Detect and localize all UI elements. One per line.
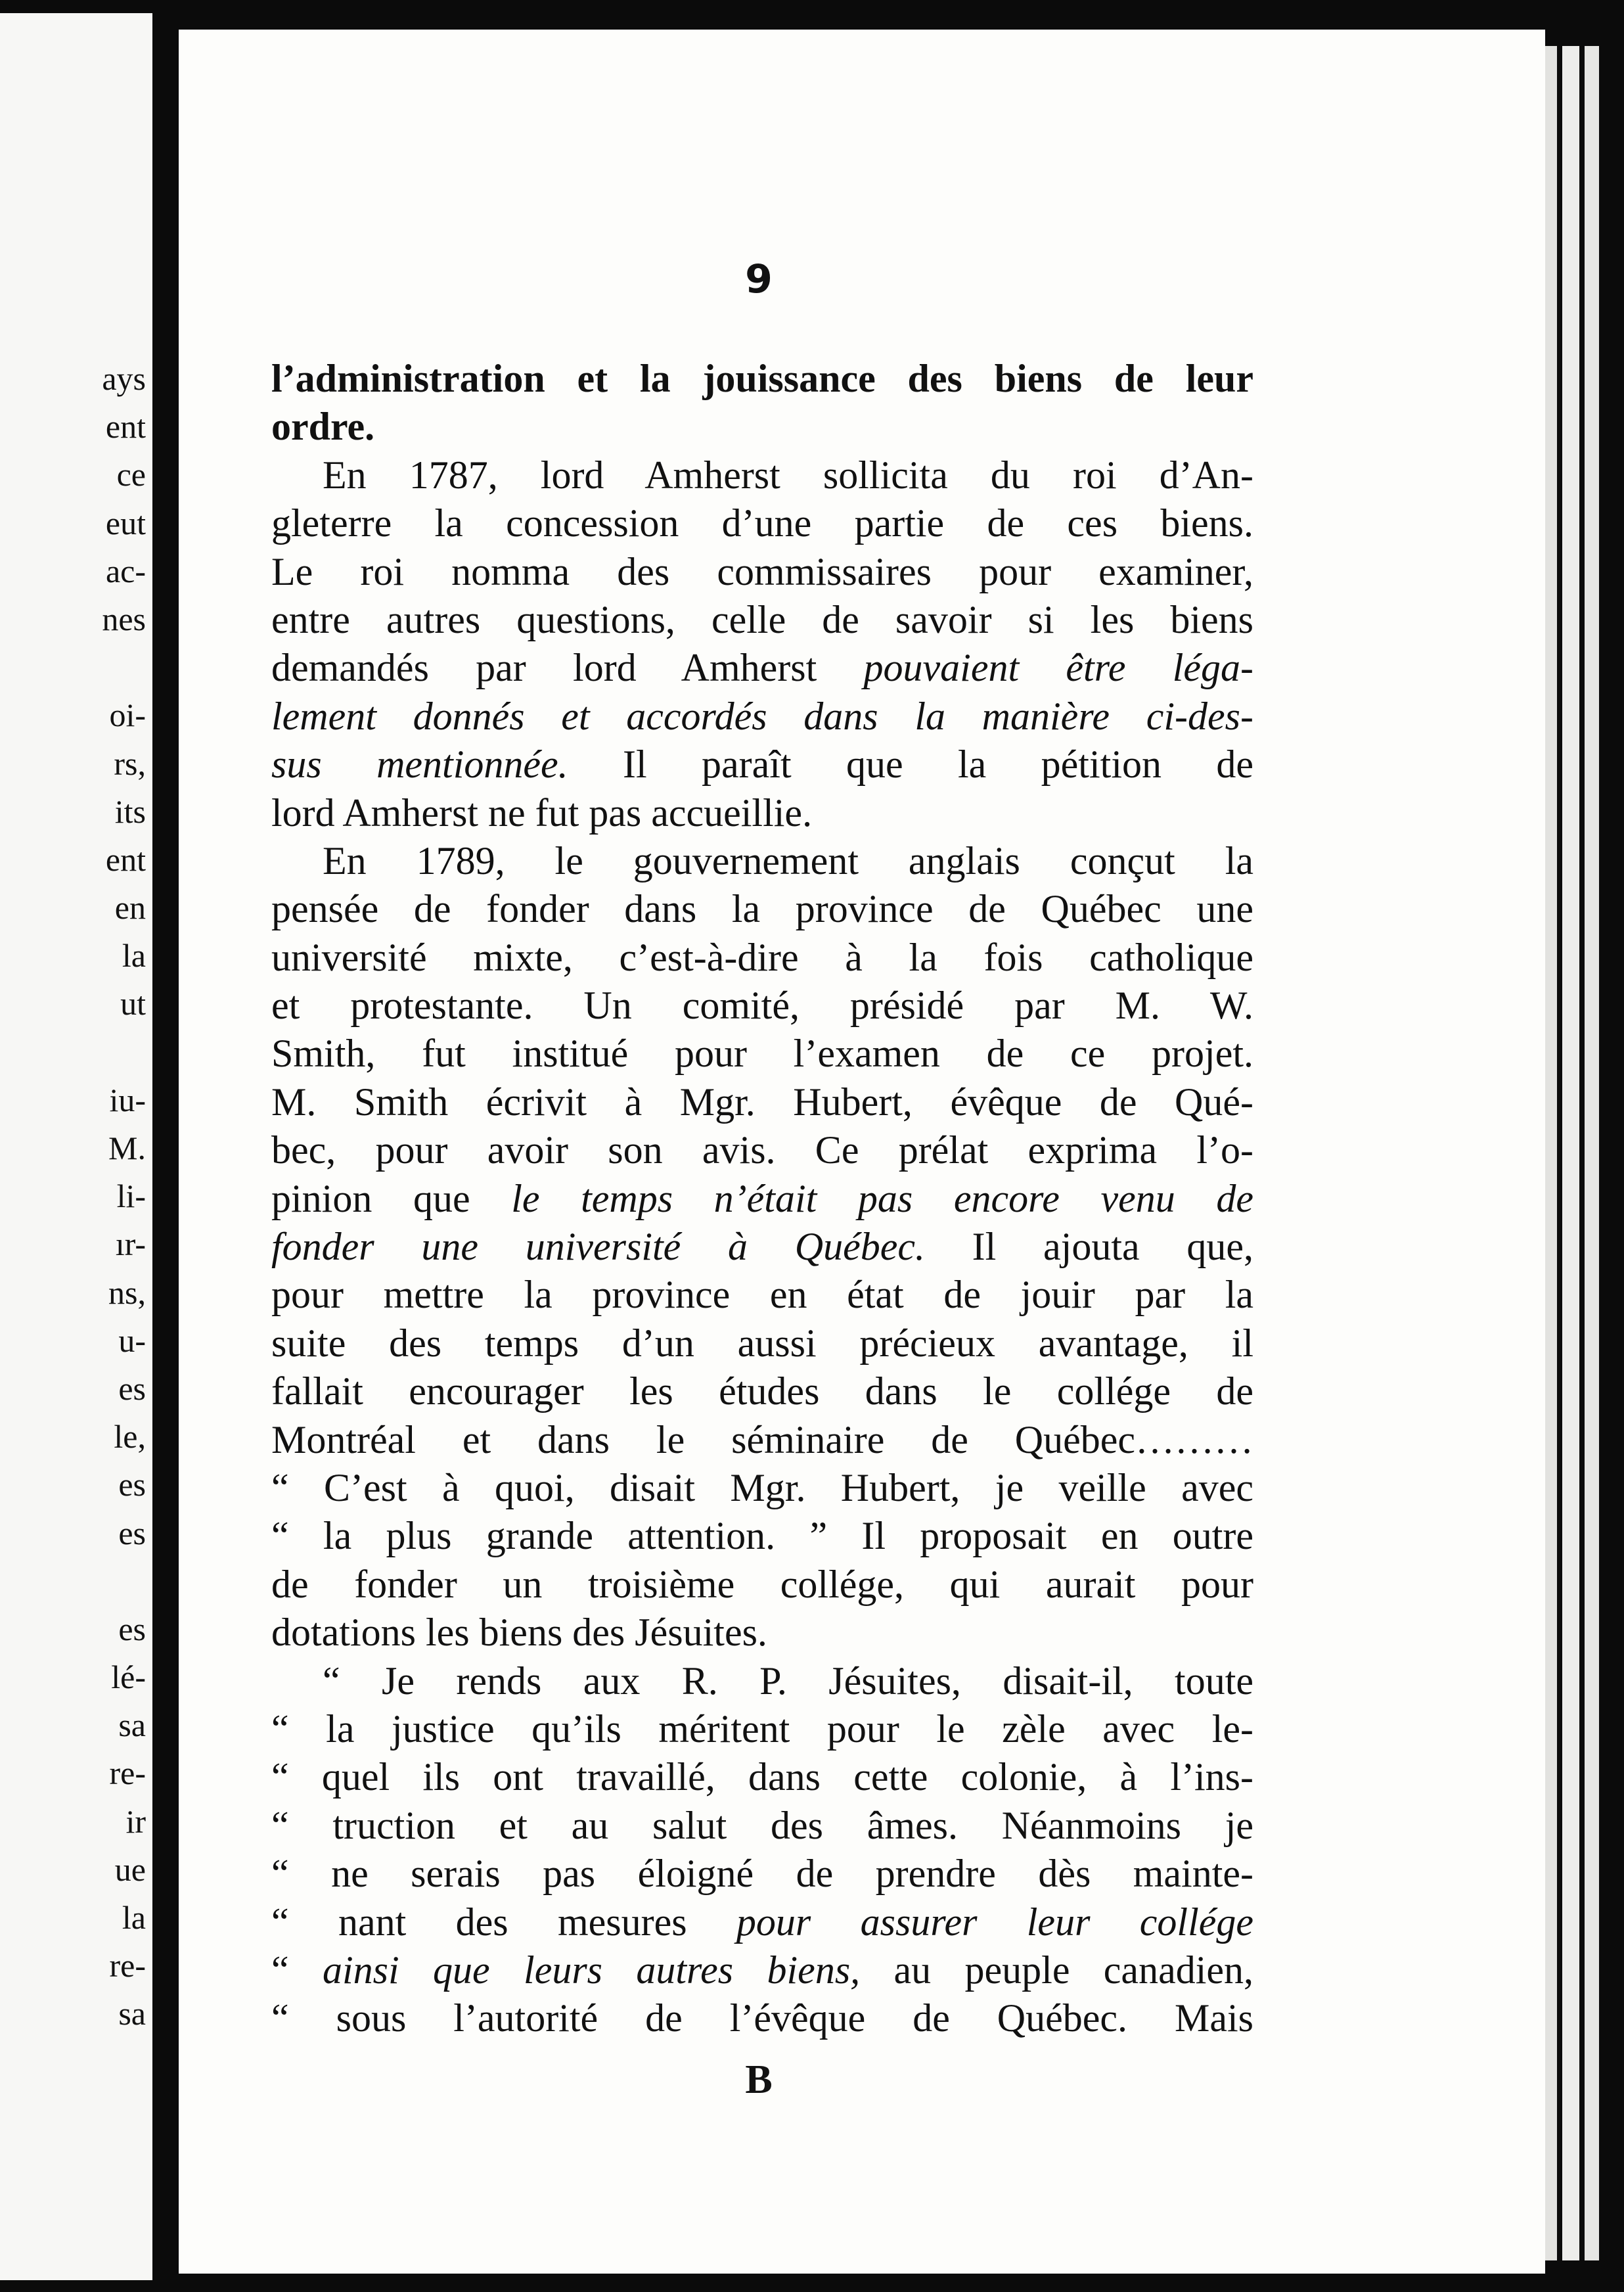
text-line <box>271 1223 1253 1271</box>
left-fragment-line: ent <box>105 840 146 878</box>
text-run: bec, pour avoir son avis. Ce prélat exprima l’o- <box>271 1128 1253 1172</box>
left-fragment-line: ut <box>120 985 146 1022</box>
text-line <box>271 1175 1253 1223</box>
left-fragment-line: re- <box>109 1754 146 1792</box>
left-fragment-line: eut <box>105 504 146 541</box>
left-fragment-line: iu- <box>109 1081 146 1118</box>
text-run: “ C’est à quoi, disait Mgr. Hubert, je veille avec <box>271 1465 1253 1509</box>
text-run: “ la justice qu’ils méritent pour le zèle avec le- <box>271 1707 1253 1751</box>
left-fragment-line: es <box>118 1369 146 1407</box>
text-line <box>271 837 1253 885</box>
left-fragment-line: its <box>114 792 146 830</box>
text-run: “ sous l’autorité de l’évêque de Québec. Mais <box>271 1996 1253 2040</box>
text-run: gleterre la concession d’une partie de ces biens. <box>271 501 1253 545</box>
italic-run: pour assurer leur collége <box>736 1900 1253 1944</box>
text-line <box>271 885 1253 933</box>
text-run: université mixte, c’est-à-dire à la fois catholique <box>271 935 1253 979</box>
text-run: fallait encourager les études dans le collége de <box>271 1369 1253 1413</box>
left-fragment-line: li- <box>116 1178 146 1215</box>
text-run: “ Je rends aux R. P. Jésuites, disait-il, toute <box>323 1659 1253 1703</box>
page-edge <box>1562 46 1579 2260</box>
italic-run: le temps n’était pas encore venu de <box>511 1176 1253 1220</box>
text-line <box>271 1802 1253 1850</box>
left-fragment-line: ır- <box>115 1226 146 1263</box>
text-line <box>271 1078 1253 1126</box>
text-run: “ nant des mesures <box>271 1900 736 1944</box>
text-run: ordre. <box>271 405 375 449</box>
text-line <box>271 1271 1253 1319</box>
left-fragment-line: rs, <box>114 745 146 782</box>
left-fragment-line: ac- <box>105 552 146 589</box>
left-fragment-line: M. <box>108 1130 146 1166</box>
left-fragment-line: ue <box>114 1850 146 1888</box>
left-fragment-line <box>0 1028 152 1076</box>
text-run: au peuple canadien, <box>860 1948 1253 1992</box>
text-line <box>271 1753 1253 1801</box>
text-run: “ ne serais pas éloigné de prendre dès mainte- <box>271 1852 1253 1896</box>
body-text <box>271 355 1253 2043</box>
text-run: “ la plus grande attention. ” Il proposait en outre <box>271 1514 1253 1558</box>
text-line <box>271 1850 1253 1898</box>
left-fragment-line: en <box>114 889 146 927</box>
text-run: En 1787, lord Amherst sollicita du roi d’An- <box>323 453 1253 497</box>
text-line <box>271 1126 1253 1174</box>
italic-run: ainsi que leurs autres biens, <box>323 1948 861 1992</box>
text-line <box>271 355 1253 403</box>
text-line <box>271 1705 1253 1753</box>
italic-run: sus mentionnée. <box>271 743 568 787</box>
text-run: En 1789, le gouvernement anglais conçut la <box>323 838 1253 882</box>
italic-run: fonder une université à Québec. <box>271 1225 925 1269</box>
left-fragment-line: u- <box>118 1321 146 1359</box>
signature-mark: B <box>745 2057 773 2102</box>
text-line <box>271 1657 1253 1705</box>
left-fragment-line: sa <box>118 1707 146 1744</box>
text-run: pensée de fonder dans la province de Québec une <box>271 887 1253 931</box>
page-number: 9 <box>745 256 773 302</box>
text-line <box>271 1609 1253 1657</box>
left-fragment-line: le, <box>114 1418 146 1455</box>
text-line <box>271 693 1253 741</box>
left-fragment-line: ir <box>125 1802 146 1840</box>
text-run: dotations les biens des Jésuites. <box>271 1611 767 1655</box>
text-line <box>271 1367 1253 1415</box>
left-fragment-line: ce <box>116 456 146 493</box>
left-fragment-line: nes <box>102 600 146 637</box>
text-run: Il ajouta que, <box>924 1225 1253 1269</box>
text-line <box>271 982 1253 1030</box>
left-fragment-line: lé- <box>111 1659 146 1696</box>
page-edge <box>1585 46 1599 2260</box>
left-fragment-line: ays <box>102 360 146 397</box>
left-fragment-line <box>0 1557 152 1605</box>
italic-run: lement donnés et accordés dans la manière ci-des- <box>271 694 1253 738</box>
text-run: M. Smith écrivit à Mgr. Hubert, évêque de Qué- <box>271 1080 1253 1124</box>
left-page-text <box>0 355 152 2038</box>
text-run: pinion que <box>271 1176 512 1220</box>
text-line <box>271 644 1253 692</box>
left-fragment-line: sa <box>118 1995 146 2032</box>
text-line <box>271 403 1253 451</box>
text-run: “ truction et au salut des âmes. Néanmoins je <box>271 1803 1253 1847</box>
left-page-fragment <box>0 13 152 2280</box>
left-fragment-line: es <box>118 1610 146 1647</box>
text-run: et protestante. Un comité, présidé par M. W. <box>271 984 1253 1028</box>
text-run: lord Amherst ne fut pas accueillie. <box>271 791 813 835</box>
left-fragment-line: es <box>118 1514 146 1551</box>
text-line <box>271 741 1253 789</box>
page-edge <box>1545 46 1557 2260</box>
text-run: entre autres questions, celle de savoir si les biens <box>271 597 1253 641</box>
text-line <box>271 1319 1253 1367</box>
left-fragment-line: es <box>118 1466 146 1503</box>
text-line <box>271 1994 1253 2042</box>
text-run: demandés par lord Amherst <box>271 646 864 690</box>
text-line <box>271 548 1253 596</box>
text-line <box>271 1898 1253 1946</box>
text-run: suite des temps d’un aussi précieux avantage, il <box>271 1321 1253 1365</box>
text-line <box>271 1464 1253 1512</box>
text-run: “ quel ils ont travaillé, dans cette colonie, à l’ins- <box>271 1755 1253 1799</box>
text-line <box>271 1030 1253 1078</box>
text-line <box>271 1561 1253 1609</box>
text-line <box>271 934 1253 982</box>
text-run: Smith, fut institué pour l’examen de ce projet. <box>271 1032 1253 1076</box>
left-fragment-line: ns, <box>108 1273 146 1311</box>
text-run: de fonder un troisième collége, qui aurait pour <box>271 1562 1253 1606</box>
text-line <box>271 1416 1253 1464</box>
left-fragment-line: ent <box>105 408 146 446</box>
text-run: l’administration et la jouissance des biens de leur <box>271 357 1253 400</box>
text-line <box>271 499 1253 547</box>
text-run: Il paraît que la pétition de <box>568 743 1253 787</box>
left-fragment-line: la <box>122 1899 146 1936</box>
text-line <box>271 789 1253 837</box>
left-fragment-line: oi- <box>109 697 146 734</box>
text-run: Le roi nomma des commissaires pour examiner, <box>271 549 1253 593</box>
left-fragment-line <box>0 643 152 691</box>
text-line <box>271 596 1253 644</box>
text-line <box>271 1946 1253 1994</box>
text-line <box>271 1512 1253 1560</box>
left-fragment-line: la <box>122 937 146 974</box>
italic-run: pouvaient être léga- <box>863 646 1253 690</box>
text-run: pour mettre la province en état de jouir par la <box>271 1273 1253 1317</box>
text-run: Montréal et dans le séminaire de Québec……… <box>271 1417 1253 1461</box>
left-fragment-line: re- <box>109 1947 146 1984</box>
text-run: “ <box>271 1948 323 1992</box>
text-line <box>271 451 1253 499</box>
